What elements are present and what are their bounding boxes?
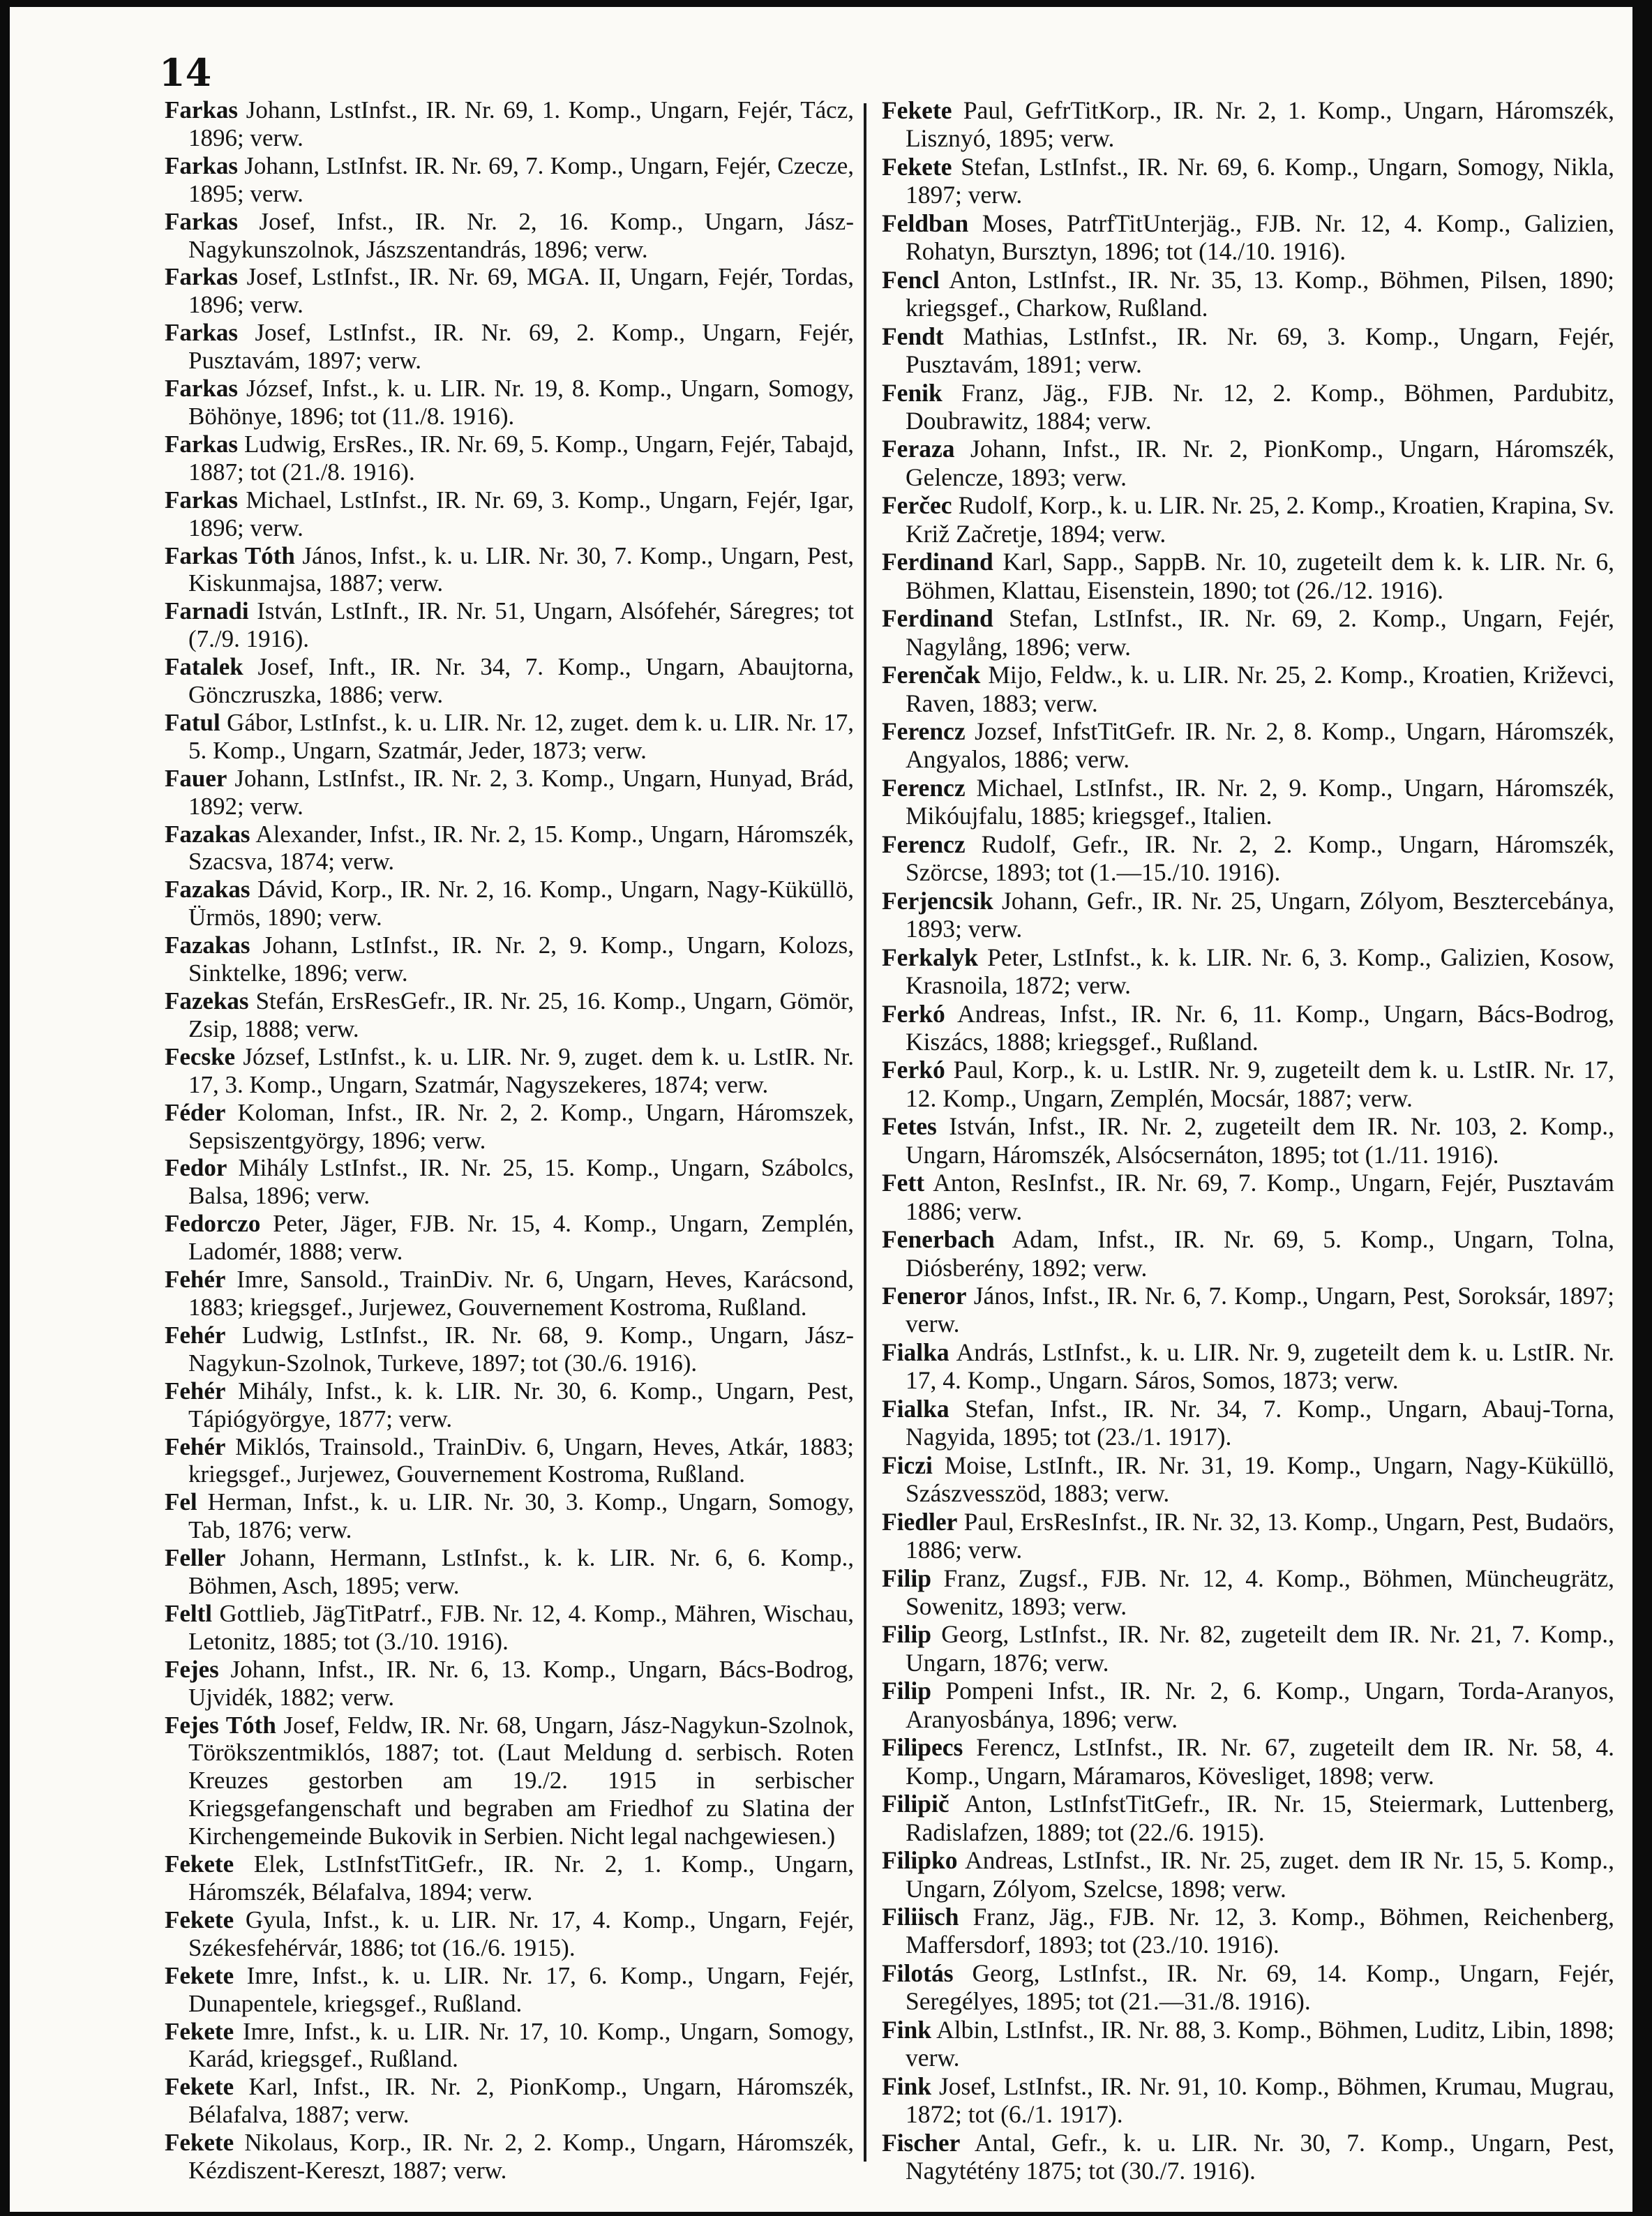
entry-details: Pompeni Infst., IR. Nr. 2, 6. Komp., Ungarn, Torda-Aranyos, Aranyosbánya, 1896; verw. [906,1677,1614,1733]
entry-surname: Ferčec [882,491,952,520]
entry-surname: Feldban [882,209,969,237]
entry-details: István, Infst., IR. Nr. 2, zugeteilt dem IR. Nr. 103, 2. Komp., Ungarn, Háromszék, Alsócsernáton, 1895; tot (1./11. 1916). [906,1112,1614,1169]
register-entry [165,486,854,542]
entry-details: Elek, LstInfstTitGefr., IR. Nr. 2, 1. Komp., Ungarn, Háromszék, Bélafalva, 1894; verw. [188,1850,854,1906]
entry-details: Josef, Inft., IR. Nr. 34, 7. Komp., Ungarn, Abaujtorna, Gönczruszka, 1886; verw. [188,653,854,709]
register-entry [882,322,1614,379]
register-entry [165,152,854,208]
register-entry [165,1099,854,1155]
entry-surname: Fetes [882,1112,937,1141]
entry-details: Georg, LstInfst., IR. Nr. 69, 14. Komp., Ungarn, Fejér, Seregélyes, 1895; tot (21.—31./8. 1916). [906,1959,1614,2016]
entry-details: Stefan, Infst., IR. Nr. 34, 7. Komp., Ungarn, Abauj-Torna, Nagyida, 1895; tot (23./1. 1917). [906,1394,1615,1451]
register-entry [882,2072,1614,2129]
register-entry [165,1210,854,1266]
register-entry [165,431,854,486]
entry-surname: Fekete [165,1961,234,1989]
register-entry [882,1959,1614,2016]
entry-details: Miklós, Trainsold., TrainDiv. 6, Ungarn, Heves, Atkár, 1883; kriegsgef., Jurjewez, Gouvernement Kostroma, Rußland. [188,1432,855,1488]
register-entry [882,887,1614,943]
register-entry [882,2016,1614,2072]
entry-surname: Fink [882,2072,932,2100]
entry-surname: Fiedler [882,1507,958,1536]
entry-surname: Feraza [882,435,955,463]
register-entry [882,1733,1614,1790]
entry-details: István, LstInft., IR. Nr. 51, Ungarn, Alsófehér, Sáregres; tot (7./9. 1916). [188,597,855,653]
entry-details: Josef, Infst., IR. Nr. 2, 16. Komp., Ungarn, Jász-Nagykunszolnok, Jászszentandrás, 1896; verw. [188,207,854,263]
entry-details: József, Infst., k. u. LIR. Nr. 19, 8. Komp., Ungarn, Somogy, Böhönye, 1896; tot (11./8. 1916). [188,375,855,430]
right-column [882,96,1614,2185]
entry-surname: Filip [882,1564,932,1592]
register-entry [882,774,1614,830]
entry-surname: Fejes Tóth [165,1711,276,1739]
entry-surname: Ferdinand [882,548,993,576]
column-divider [864,103,866,2162]
entry-surname: Fazakas [165,820,250,848]
entry-details: Nikolaus, Korp., IR. Nr. 2, 2. Komp., Ungarn, Háromszék, Kézdiszent-Kereszt, 1887; verw. [188,2129,855,2185]
entry-surname: Filip [882,1620,932,1649]
entry-surname: Ferkalyk [882,943,979,971]
entry-surname: Fel [165,1488,197,1516]
register-entry [882,1903,1614,1959]
register-entry [882,1225,1614,1282]
entry-surname: Ferkó [882,999,945,1028]
entry-surname: Farkas [165,375,238,403]
entry-surname: Fecske [165,1042,236,1070]
entry-details: Paul, Korp., k. u. LstIR. Nr. 9, zugeteilt dem k. u. LstIR. Nr. 17, 12. Komp., Ungarn, Zemplén, Mocsár, 1887; verw. [906,1056,1615,1112]
register-entry [165,987,854,1043]
entry-surname: Féder [165,1098,226,1126]
entry-surname: Fialka [882,1394,949,1423]
entry-details: Anton, ResInfst., IR. Nr. 69, 7. Komp., Ungarn, Fejér, Pusztavám 1886; verw. [906,1169,1614,1225]
register-entry [165,1266,854,1322]
register-entry [165,1850,854,1906]
entry-surname: Fekete [882,152,952,181]
entry-surname: Feneror [882,1282,967,1310]
entry-surname: Farnadi [165,597,249,625]
register-entry [165,709,854,765]
register-entry [165,1712,854,1851]
entry-details: Anton, LstInfstTitGefr., IR. Nr. 15, Steiermark, Luttenberg, Radislafzen, 1889; tot (22./6. 1915). [906,1790,1614,1846]
entry-surname: Fehér [165,1432,226,1460]
entry-details: Gottlieb, JägTitPatrf., FJB. Nr. 12, 4. Komp., Mähren, Wischau, Letonitz, 1885; tot (3./10. 1916). [188,1599,855,1655]
entry-surname: Fauer [165,764,227,792]
entry-details: Johann, Infst., IR. Nr. 2, PionKomp., Ungarn, Háromszék, Gelencze, 1893; verw. [906,435,1615,491]
register-entry [165,1488,854,1544]
entry-surname: Farkas [165,430,238,458]
entry-details: Johann, Hermann, LstInfst., k. k. LIR. Nr. 6, 6. Komp., Böhmen, Asch, 1895; verw. [188,1544,854,1600]
entry-surname: Ficzi [882,1451,933,1479]
entry-details: Ferencz, LstInfst., IR. Nr. 67, zugeteilt dem IR. Nr. 58, 4. Komp., Ungarn, Máramaros, Kövesliget, 1898; verw. [906,1733,1615,1790]
register-entry [165,2129,854,2185]
entry-surname: Fatalek [165,653,243,681]
entry-details: Stefan, LstInfst., IR. Nr. 69, 2. Komp., Ungarn, Fejér, Nagylång, 1896; verw. [906,604,1614,661]
entry-surname: Feller [165,1544,226,1572]
entry-details: Johann, LstInfst., IR. Nr. 69, 1. Komp., Ungarn, Fejér, Tácz, 1896; verw. [188,96,854,151]
register-entry [165,1962,854,2018]
register-entry [882,209,1614,266]
entry-details: János, Infst., IR. Nr. 6, 7. Komp., Ungarn, Pest, Soroksár, 1897; verw. [906,1282,1614,1338]
entry-surname: Fazakas [165,876,250,904]
register-entry [165,319,854,375]
entry-details: Johann, LstInfst., IR. Nr. 2, 3. Komp., Ungarn, Hunyad, Brád, 1892; verw. [188,764,854,820]
entry-details: Imre, Infst., k. u. LIR. Nr. 17, 10. Komp., Ungarn, Somogy, Karád, kriegsgef., Rußland. [188,2017,855,2073]
entry-details: Herman, Infst., k. u. LIR. Nr. 30, 3. Komp., Ungarn, Somogy, Tab, 1876; verw. [188,1488,854,1544]
entry-surname: Ferjencsik [882,886,993,915]
entry-details: Imre, Infst., k. u. LIR. Nr. 17, 6. Komp., Ungarn, Fejér, Dunapentele, kriegsgef., Rußland. [188,1961,854,2017]
register-entry [165,2018,854,2074]
entry-details: András, LstInfst., k. u. LIR. Nr. 9, zugeteilt dem k. u. LstIR. Nr. 17, 4. Komp., Ungarn. Sáros, Somos, 1873; verw. [906,1338,1615,1395]
entry-details: Stefán, ErsResGefr., IR. Nr. 25, 16. Komp., Ungarn, Gömör, Zsip, 1888; verw. [188,987,855,1042]
register-entry [882,435,1614,491]
entry-details: Moses, PatrfTitUnterjäg., FJB. Nr. 12, 4. Komp., Galizien, Rohatyn, Bursztyn, 1896; tot (14./10. 1916). [906,209,1615,266]
entry-details: Franz, Zugsf., FJB. Nr. 12, 4. Komp., Böhmen, Müncheugrätz, Sowenitz, 1893; verw. [906,1564,1614,1621]
register-entry [882,1112,1614,1169]
register-entry [882,1564,1614,1621]
entry-surname: Ferkó [882,1056,945,1084]
entry-surname: Filipecs [882,1733,963,1762]
entry-surname: Fendt [882,322,944,350]
register-entry [165,208,854,264]
entry-details: Johann, LstInfst. IR. Nr. 69, 7. Komp., Ungarn, Fejér, Czecze, 1895; verw. [188,151,855,207]
entry-details: Paul, ErsResInfst., IR. Nr. 32, 13. Komp., Ungarn, Pest, Budaörs, 1886; verw. [906,1507,1615,1564]
entry-surname: Farkas [165,319,238,347]
register-entry [882,1169,1614,1225]
register-entry [165,2073,854,2129]
entry-details: Andreas, Infst., IR. Nr. 6, 11. Komp., Ungarn, Bács-Bodrog, Kiszács, 1888; kriegsgef., Rußland. [906,999,1614,1056]
entry-surname: Fekete [882,96,952,124]
entry-surname: Farkas [165,207,238,235]
register-entry [882,153,1614,209]
entry-surname: Fehér [165,1321,226,1349]
entry-surname: Ferencz [882,717,966,745]
register-entry [165,1377,854,1433]
entry-details: Albin, LstInfst., IR. Nr. 88, 3. Komp., Böhmen, Luditz, Libin, 1898; verw. [906,2015,1614,2072]
entry-surname: Fehér [165,1266,226,1294]
entry-details: Mijo, Feldw., k. u. LIR. Nr. 25, 2. Komp., Kroatien, Križevci, Raven, 1883; verw. [906,661,1615,717]
register-entry [165,1600,854,1656]
register-entry [165,597,854,653]
entry-surname: Fatul [165,708,220,736]
entry-details: Ludwig, LstInfst., IR. Nr. 68, 9. Komp., Ungarn, Jász-Nagykun-Szolnok, Turkeve, 1897; tot (30./6. 1916). [188,1321,854,1377]
entry-details: József, LstInfst., k. u. LIR. Nr. 9, zuget. dem k. u. LstIR. Nr. 17, 3. Komp., Ungarn, Szatmár, Nagyszekeres, 1874; verw. [188,1042,854,1098]
entry-details: Josef, LstInfst., IR. Nr. 91, 10. Komp., Böhmen, Krumau, Mugrau, 1872; tot (6./1. 1917). [906,2072,1615,2129]
entry-surname: Filiisch [882,1903,959,1931]
entry-details: Johann, Gefr., IR. Nr. 25, Ungarn, Zólyom, Besztercebánya, 1893; verw. [906,886,1614,943]
entry-details: Stefan, LstInfst., IR. Nr. 69, 6. Komp., Ungarn, Somogy, Nikla, 1897; verw. [906,152,1615,209]
register-entry [882,1846,1614,1903]
register-entry [165,1322,854,1377]
register-entry [165,542,854,598]
entry-details: Josef, LstInfst., IR. Nr. 69, 2. Komp., Ungarn, Fejér, Pusztavám, 1897; verw. [188,319,854,375]
register-entry [165,375,854,431]
entry-details: Rudolf, Gefr., IR. Nr. 2, 2. Komp., Ungarn, Háromszék, Szörcse, 1893; tot (1.—15./10. 1916). [906,830,1614,887]
entry-surname: Ferencz [882,773,966,802]
entry-details: Imre, Sansold., TrainDiv. Nr. 6, Ungarn, Heves, Karácsond, 1883; kriegsgef., Jurjewez, Gouvernement Kostroma, Rußland. [188,1266,854,1321]
entry-details: Dávid, Korp., IR. Nr. 2, 16. Komp., Ungarn, Nagy-Küküllö, Ürmös, 1890; verw. [188,876,854,931]
entry-surname: Fekete [165,1850,234,1878]
entry-details: Mihály LstInfst., IR. Nr. 25, 15. Komp., Ungarn, Szábolcs, Balsa, 1896; verw. [188,1154,854,1210]
entry-details: Moise, LstInft., IR. Nr. 31, 19. Komp., Ungarn, Nagy-Küküllö, Szászvesszöd, 1883; verw. [906,1451,1615,1508]
entry-surname: Fehér [165,1377,226,1405]
register-entry [165,931,854,987]
entry-details: Mathias, LstInfst., IR. Nr. 69, 3. Komp., Ungarn, Fejér, Pusztavám, 1891; verw. [906,322,1615,379]
entry-surname: Ferencz [882,830,966,858]
entry-surname: Farkas Tóth [165,541,295,569]
entry-surname: Farkas [165,96,238,123]
entry-surname: Fencl [882,265,940,294]
register-entry [165,263,854,319]
entry-details: Alexander, Infst., IR. Nr. 2, 15. Komp., Ungarn, Háromszék, Szacsva, 1874; verw. [188,820,854,876]
register-entry [165,1154,854,1210]
register-entry [165,821,854,876]
entry-details: Gábor, LstInfst., k. u. LIR. Nr. 12, zuget. dem k. u. LIR. Nr. 17, 5. Komp., Ungarn, Szatmár, Jeder, 1873; verw. [188,708,854,764]
register-entry [165,1906,854,1962]
entry-surname: Fekete [165,1906,234,1933]
entry-details: Karl, Infst., IR. Nr. 2, PionKomp., Ungarn, Háromszék, Bélafalva, 1887; verw. [188,2073,854,2129]
register-entry [882,1677,1614,1733]
register-entry [882,1338,1614,1395]
page-number: 14 [159,50,212,95]
register-entry [882,1790,1614,1846]
entry-surname: Fekete [165,2017,234,2045]
register-entry [882,604,1614,661]
register-entry [882,1620,1614,1677]
register-entry [165,765,854,821]
entry-surname: Farkas [165,263,238,291]
entry-details: Antal, Gefr., k. u. LIR. Nr. 30, 7. Komp., Ungarn, Pest, Nagytétény 1875; tot (30./7. 1916). [906,2128,1615,2185]
entry-details: Koloman, Infst., IR. Nr. 2, 2. Komp., Ungarn, Háromszek, Sepsiszentgyörgy, 1896; verw. [188,1098,855,1154]
register-entry [882,830,1614,887]
left-column [165,96,854,2185]
entry-details: Rudolf, Korp., k. u. LIR. Nr. 25, 2. Komp., Kroatien, Krapina, Sv. Križ Začretje, 1894; verw. [906,491,1614,548]
entry-surname: Fedor [165,1154,227,1182]
register-entry [165,1043,854,1099]
document-page [10,7,1632,2212]
entry-surname: Farkas [165,486,238,514]
entry-surname: Filipič [882,1790,949,1818]
entry-surname: Fialka [882,1338,949,1366]
entry-surname: Fenik [882,378,943,407]
register-entry [165,1544,854,1600]
entry-details: Ludwig, ErsRes., IR. Nr. 69, 5. Komp., Ungarn, Fejér, Tabajd, 1887; tot (21./8. 1916). [188,430,854,486]
entry-details: Johann, Infst., IR. Nr. 6, 13. Komp., Ungarn, Bács-Bodrog, Ujvidék, 1882; verw. [188,1655,855,1711]
register-entry [165,96,854,152]
entry-details: Franz, Jäg., FJB. Nr. 12, 3. Komp., Böhmen, Reichenberg, Maffersdorf, 1893; tot (23./10. 1916). [906,1903,1614,1959]
register-entry [882,379,1614,435]
entry-details: Paul, GefrTitKorp., IR. Nr. 2, 1. Komp., Ungarn, Háromszék, Lisznyó, 1895; verw. [906,96,1614,153]
register-entry [882,1000,1614,1056]
entry-surname: Ferenčak [882,661,981,689]
register-entry [165,1656,854,1712]
entry-surname: Fekete [165,2073,234,2101]
entry-details: Andreas, LstInfst., IR. Nr. 25, zuget. dem IR Nr. 15, 5. Komp., Ungarn, Zólyom, Szelcse, 1898; verw. [906,1846,1615,1903]
entry-surname: Fett [882,1169,925,1197]
register-entry [882,1508,1614,1564]
register-entry [882,943,1614,1000]
entry-details: Josef, Feldw, IR. Nr. 68, Ungarn, Jász-Nagykun-Szolnok, Törökszentmiklós, 1887; tot. (Laut Meldung d. serbisch. Roten Kreuzes gestorben am 19./2. 1915 in serbischer Kriegsgefangenschaft und begraben am Friedhof zu Slatina der Kirchengemeinde Bukovik in Serbien. Nicht legal nachgewiesen.) [188,1711,855,1850]
entry-details: Michael, LstInfst., IR. Nr. 69, 3. Komp., Ungarn, Fejér, Igar, 1896; verw. [188,486,854,541]
register-entry [882,1395,1614,1451]
entry-details: Gyula, Infst., k. u. LIR. Nr. 17, 4. Komp., Ungarn, Fejér, Székesfehérvár, 1886; tot (16./6. 1915). [188,1906,854,1961]
entry-details: Franz, Jäg., FJB. Nr. 12, 2. Komp., Böhmen, Pardubitz, Doubrawitz, 1884; verw. [906,378,1614,435]
entry-details: Johann, LstInfst., IR. Nr. 2, 9. Komp., Ungarn, Kolozs, Sinktelke, 1896; verw. [188,931,855,987]
entry-details: Anton, LstInfst., IR. Nr. 35, 13. Komp., Böhmen, Pilsen, 1890; kriegsgef., Charkow, Rußland. [906,265,1614,322]
register-entry [882,2129,1614,2185]
register-entry [165,1433,854,1489]
entry-details: Jozsef, InfstTitGefr. IR. Nr. 2, 8. Komp., Ungarn, Háromszék, Angyalos, 1886; verw. [906,717,1615,774]
entry-surname: Filotás [882,1959,954,1987]
entry-details: Peter, Jäger, FJB. Nr. 15, 4. Komp., Ungarn, Zemplén, Ladomér, 1888; verw. [188,1210,855,1266]
entry-details: Mihály, Infst., k. k. LIR. Nr. 30, 6. Komp., Ungarn, Pest, Tápiógyörgye, 1877; verw. [188,1377,854,1432]
register-entry [882,1451,1614,1508]
entry-surname: Fazakas [165,931,250,959]
entry-surname: Filipko [882,1846,958,1875]
entry-details: Josef, LstInfst., IR. Nr. 69, MGA. II, Ungarn, Fejér, Tordas, 1896; verw. [188,263,854,319]
entry-details: Karl, Sapp., SappB. Nr. 10, zugeteilt dem k. k. LIR. Nr. 6, Böhmen, Klattau, Eisenstein, 1890; tot (26./12. 1916). [906,548,1614,604]
register-entry [882,1282,1614,1338]
entry-surname: Fink [882,2015,932,2044]
register-entry [165,653,854,709]
entry-surname: Ferdinand [882,604,993,633]
entry-surname: Fejes [165,1655,219,1683]
entry-surname: Fekete [165,2129,234,2157]
register-entry [882,491,1614,548]
register-entry [882,96,1614,153]
register-entry [882,266,1614,322]
entry-surname: Filip [882,1677,932,1705]
register-entry [882,548,1614,604]
register-entry [882,661,1614,717]
entry-details: Adam, Infst., IR. Nr. 69, 5. Komp., Ungarn, Tolna, Diósberény, 1892; verw. [906,1225,1614,1282]
register-entry [882,1056,1614,1112]
entry-details: Michael, LstInfst., IR. Nr. 2, 9. Komp., Ungarn, Háromszék, Mikóujfalu, 1885; kriegsgef., Italien. [906,773,1614,830]
entry-surname: Fenerbach [882,1225,995,1254]
entry-surname: Fedorczo [165,1210,261,1238]
entry-surname: Feltl [165,1599,213,1627]
register-entry [882,717,1614,774]
register-entry [165,876,854,931]
entry-surname: Fischer [882,2128,961,2157]
entry-details: Georg, LstInfst., IR. Nr. 82, zugeteilt dem IR. Nr. 21, 7. Komp., Ungarn, 1876; verw. [906,1620,1614,1677]
entry-details: Peter, LstInfst., k. k. LIR. Nr. 6, 3. Komp., Galizien, Kosow, Krasnoila, 1872; verw. [906,943,1615,1000]
entry-surname: Farkas [165,151,238,179]
entry-surname: Fazekas [165,987,249,1015]
entry-details: János, Infst., k. u. LIR. Nr. 30, 7. Komp., Ungarn, Pest, Kiskunmajsa, 1887; verw. [188,541,854,597]
